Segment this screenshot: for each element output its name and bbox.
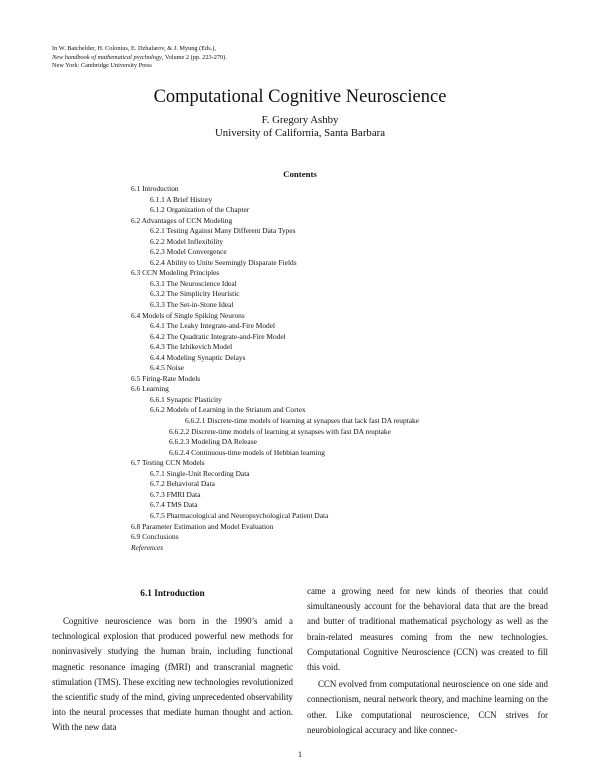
toc-entry[interactable]: 6.9 Conclusions (131, 532, 179, 542)
citation-line-3: New York: Cambridge University Press (52, 62, 152, 70)
toc-entry[interactable]: 6.6.2.3 Modeling DA Release (169, 437, 257, 447)
toc-entry[interactable]: 6.5 Firing-Rate Models (131, 373, 201, 383)
toc-entry[interactable]: 6.6.2.1 Discrete-time models of learning at synapses that lack fast DA reuptake (185, 416, 419, 426)
toc-entry[interactable]: 6.7.1 Single-Unit Recording Data (150, 468, 250, 478)
toc-entry[interactable]: 6.7.4 TMS Data (150, 500, 198, 510)
toc-entry[interactable]: 6.4 Models of Single Spiking Neurons (131, 310, 245, 320)
toc-entry[interactable]: 6.7.2 Behavioral Data (150, 479, 215, 489)
toc-entry[interactable]: 6.6 Learning (131, 384, 169, 394)
toc-entry[interactable]: 6.2.2 Model Inflexibility (150, 236, 224, 246)
toc-entry[interactable]: 6.4.2 The Quadratic Integrate-and-Fire Model (150, 331, 286, 341)
toc-entry[interactable]: 6.4.3 The Izhikevich Model (150, 342, 233, 352)
toc-entry[interactable]: 6.3.1 The Neuroscience Ideal (150, 278, 237, 288)
toc-entry[interactable]: 6.7.5 Pharmacological and Neuropsychological Patient Data (150, 510, 329, 520)
toc-entry[interactable]: 6.4.5 Noise (150, 363, 184, 373)
toc-entry[interactable]: 6.2.3 Model Convergence (150, 247, 227, 257)
toc-entry[interactable]: 6.4.4 Modeling Synaptic Delays (150, 352, 246, 362)
toc-entry[interactable]: 6.7.3 FMRI Data (150, 489, 201, 499)
toc-entry[interactable]: 6.6.2 Models of Learning in the Striatum and Cortex (150, 405, 306, 415)
toc-entry[interactable]: 6.8 Parameter Estimation and Model Evaluation (131, 521, 274, 531)
right-column (307, 584, 548, 738)
citation-line-1: In W. Batchelder, H. Colonius, E. Dzhafarov, & J. Myung (Eds.), (52, 45, 216, 52)
toc-entry[interactable]: 6.1.1 A Brief History (150, 194, 213, 204)
body-paragraph: Cognitive neuroscience was born in the 1990’s amid a technological explosion that produced powerful new methods for noninvasively studying the human brain, including functional magnetic resonance imaging (fMRI) and transcranial magnetic stimulation (TMS). These exciting new technologies revolutionized the scientific study of the mind, giving unprecedented observability into the neural processes that mediate human thought and action. With the new data (52, 616, 293, 733)
author-affiliation: University of California, Santa Barbara (215, 127, 385, 139)
citation-line-2 (52, 54, 352, 63)
contents-heading: Contents (283, 169, 317, 179)
toc-entry[interactable]: 6.2 Advantages of CCN Modeling (131, 215, 233, 225)
toc-entry[interactable]: 6.3 CCN Modeling Principles (131, 268, 220, 278)
toc-entry[interactable]: 6.3.3 The Set-in-Stone Ideal (150, 300, 234, 310)
toc-entry[interactable]: 6.6.2.2 Discrete-time models of learning at synapses with fast DA reuptake (169, 426, 391, 436)
citation-block (52, 45, 352, 71)
section-heading: 6.1 Introduction (140, 589, 205, 599)
toc-entry[interactable]: 6.1 Introduction (131, 184, 179, 193)
citation-pages: , Volume 2 (pp. 223-270). (161, 53, 227, 61)
toc-entry[interactable]: 6.2.1 Testing Against Many Different Data Types (150, 226, 296, 236)
toc-entry[interactable]: 6.7 Testing CCN Models (131, 458, 205, 468)
toc-entry[interactable]: 6.4.1 The Leaky Integrate-and-Fire Model (150, 321, 276, 331)
author-name: F. Gregory Ashby (261, 114, 339, 126)
citation-book-title: New handbook of mathematical psychology (52, 53, 162, 61)
toc-entry[interactable]: 6.6.2.4 Continuous-time models of Hebbian learning (169, 447, 326, 457)
left-column (52, 614, 293, 736)
toc-entry[interactable]: 6.6.1 Synaptic Plasticity (150, 394, 222, 404)
toc-entry[interactable]: 6.3.2 The Simplicity Heuristic (150, 289, 240, 299)
toc-entry-references[interactable]: References (131, 542, 164, 552)
table-of-contents (131, 184, 551, 553)
toc-entry[interactable]: 6.1.2 Organization of the Chapter (150, 205, 250, 215)
body-paragraph: CCN evolved from computational neuroscience on one side and connectionism, neural network theory, and machine learning on the other. Like computational neuroscience, CCN strives for neurobiological accuracy and like connec- (307, 679, 548, 735)
page-number: 1 (297, 749, 303, 759)
paper-title: Computational Cognitive Neuroscience (153, 87, 447, 107)
body-paragraph: came a growing need for new kinds of theories that could simultaneously account for the behavioral data that are the bread and butter of traditional mathematical psychology as well as the brain-related measures coming from the new technologies. Computational Cognitive Neuroscience (CCN) was created to fill this void. (307, 586, 548, 673)
toc-entry[interactable]: 6.2.4 Ability to Unite Seemingly Disparate Fields (150, 257, 297, 267)
